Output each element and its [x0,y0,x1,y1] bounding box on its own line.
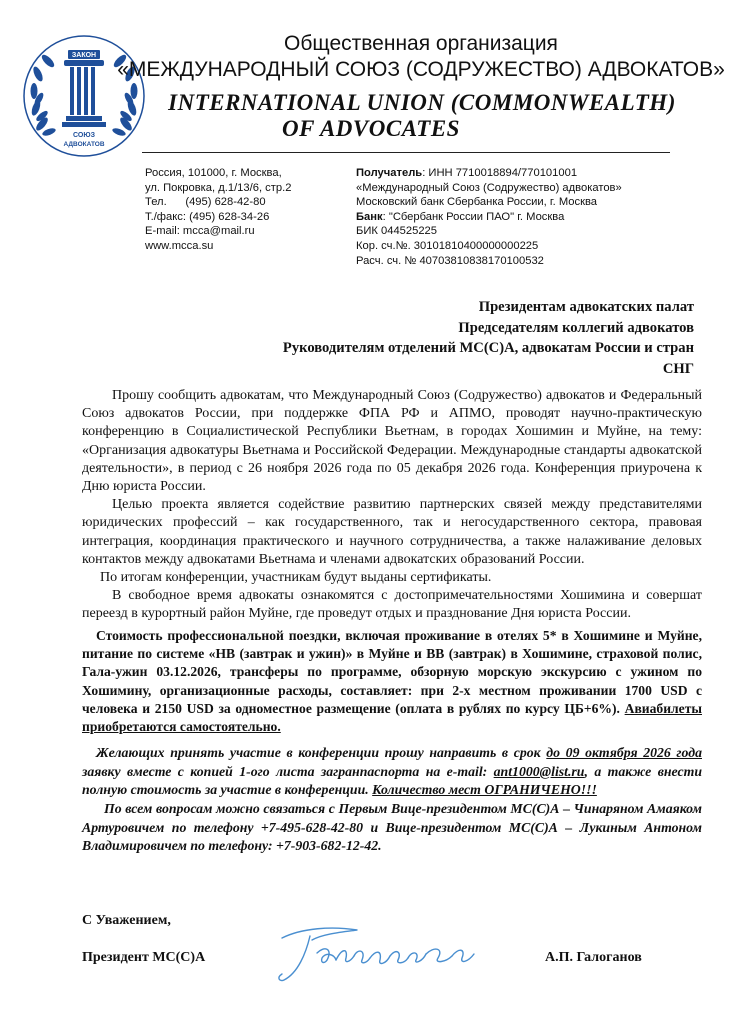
logo-bottom-text-2: АДВОКАТОВ [63,141,105,148]
handwritten-signature [262,918,492,988]
recipients-block [283,297,694,379]
cost-paragraph [82,627,702,736]
apply-text: Желающих принять участие в конференции прошу направить в срок [96,745,547,760]
address-line: ул. Покровка, д.1/13/6, стр.2 [145,181,292,194]
corr-account-line: Кор. сч.№. 30101810400000000225 [356,239,539,252]
bank-value: : "Сбербанк России ПАО" г. Москва [382,210,565,223]
email-line: E-mail: mcca@mail.ru [145,225,255,238]
apply-text: заявку вместе с копией 1-ого листа загранпаспорта на e-mail: [82,763,494,779]
airfare-note: Авиабилеты приобретаются самостоятельно. [82,700,702,735]
paragraph: В свободное время адвокаты ознакомятся с достопримечательностями Хошимина и совершат переезд в курортный район Муйне, где проведут отдых и празднование Дня юриста России. [82,588,702,622]
application-paragraph [82,744,702,800]
closing-regards: С Уважением, [82,913,171,928]
bank-line: «Международный Союз (Содружество) адвокатов» [356,181,622,194]
recipient-line: СНГ [662,360,694,377]
bank-details-block [356,166,622,268]
recipient-line: Руководителям отделений МС(С)А, адвокатам России и стран [282,340,694,356]
contact-paragraph: По всем вопросам можно связаться с Первым Вице-президентом МС(С)А – Чинаряном Амаяком Артуровичем по телефону +7-495-628-42-80 и Вице-президентом МС(С)А – Лукиным Антоном Владимировичем по телефону: +7-903-682-12-42. [82,801,702,854]
letter-body [82,387,702,624]
org-name-ru-line2: «МЕЖДУНАРОДНЫЙ СОЮЗ (СОДРУЖЕСТВО) АДВОКАТОВ» [117,58,725,81]
address-block [145,166,291,254]
org-name-en-line2: OF ADVOCATES [282,116,460,141]
website-line: www.mcca.su [145,239,214,252]
signer-name: А.П. Галоганов [545,950,642,965]
paragraph: Прошу сообщить адвокатам, что Международный Союз (Содружество) адвокатов и Федеральный Союз адвокатов России, при поддержке ФПА РФ и АПМО, проводят научно-практическую конференцию в Социалистической Республики Вьетнам, в городах Хошимин и Муйне, на тему: «Организация адвокатуры Вьетнама и Российской Федерации. Международные стандарты адвокатской деятельности», в период с 26 ноября 2026 года по 05 декабря 2026 года. Конференция приурочена к Дню юриста России. [82,388,702,495]
phone-line: Тел. (495) 628-42-80 [145,196,266,209]
deadline: до 09 октября 2026 года [546,745,702,760]
recipient-label: Получатель [356,167,423,179]
email-link[interactable]: ant1000@list.ru [493,763,585,779]
settlement-account-line: Расч. сч. № 40703810838170100532 [356,254,544,267]
signer-position: Президент МС(С)А [82,950,206,965]
fax-line: Т./факс: (495) 628-34-26 [145,210,270,223]
bank-line: Московский банк Сбербанка России, г. Москва [356,196,598,209]
cost-text: Стоимость профессиональной поездки, включая проживание в отелях 5* в Хошимине и Муйне, питание по системе «HB (завтрак и ужин)» в Муйне и BB (завтрак) в Хошимине, страховой полис, Гала-ужин 03.12.2026, трансферы по программе, обзорную морскую экскурсию с ужином по Хошимину, организационные расходы, составляет: при 2-х местном проживании 1700 USD с человека и 2150 USD за одноместное размещение (оплата в рублях по курсу ЦБ+6%). [82,628,702,716]
logo-top-text: ЗАКОН [71,52,97,59]
logo-bottom-text-1: СОЮЗ [73,132,95,139]
recipient-line: Президентам адвокатских палат [478,299,694,315]
header-divider [142,152,670,153]
limited-seats-note: Количество мест ОГРАНИЧЕНО!!! [372,782,597,798]
paragraph: По итогам конференции, участникам будут выданы сертификаты. [100,570,492,586]
bank-label: Банк [356,210,383,223]
bik-line: БИК 044525225 [356,225,438,238]
address-line: Россия, 101000, г. Москва, [145,167,282,179]
recipient-value: : ИНН 7710018894/770101001 [422,167,578,179]
org-name-ru-line1: Общественная организация [284,32,558,55]
paragraph: Целью проекта является содействие развитию партнерских связей между представителями юридических профессий – как государственного, так и негосударственного сектора, правовая интеграция, координация практического и научного сотрудничества, а также налаживание деловых контактов между адвокатами Вьетнама и членами адвокатских образований России. [82,497,702,567]
org-name-en-line1: INTERNATIONAL UNION (COMMONWEALTH) [168,90,676,115]
apply-text: , а также внести полную стоимость за участие в конференции. [82,763,702,798]
recipient-line: Председателям коллегий адвокатов [458,319,694,336]
